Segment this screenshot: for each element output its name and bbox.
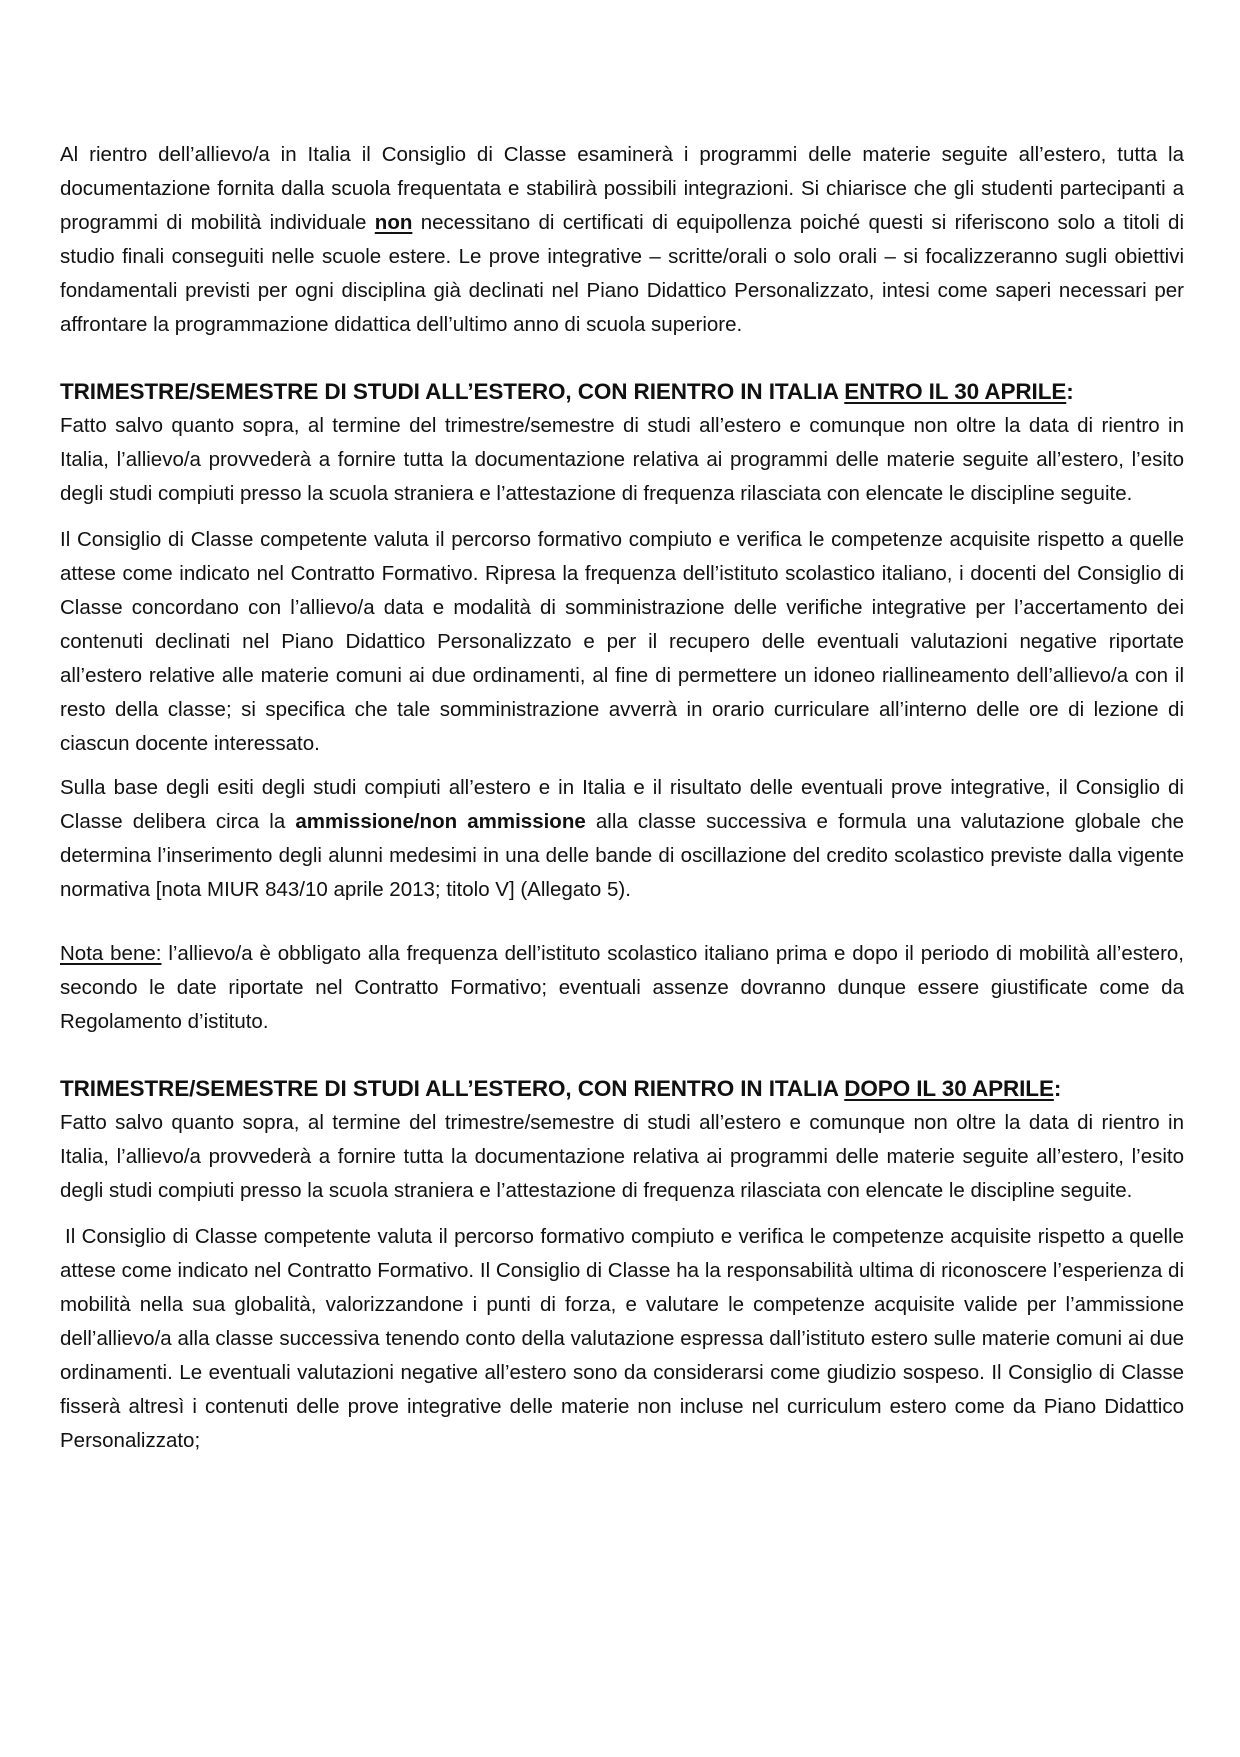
heading-entro-date: ENTRO IL 30 APRILE — [844, 379, 1067, 404]
heading-entro-suffix: : — [1066, 379, 1074, 404]
entro-p3-text-2: alla classe successiva e formula una valutazione globale che determina l’inserimento degli alunni medesimi in una delle bande di oscillazione del credito scolastico previste dalla vigente normativa [nota MIUR 843/10 aprile 2013; titolo V] (Allegato 5). — [60, 810, 1185, 901]
intro-emphasis-non: non — [374, 211, 413, 234]
entro-paragraph-1: Fatto salvo quanto sopra, al termine del trimestre/semestre di studi all’estero e comunque non oltre la data di rientro in Italia, l’allievo/a provvederà a fornire tutta la documentazione relativa ai programmi delle materie seguite all’estero, l’esito degli studi compiuti presso la scuola straniera e l’attestazione di frequenza rilasciata con elencate le discipline seguite. — [60, 414, 1184, 505]
nota-bene-paragraph — [60, 937, 1184, 1039]
intro-text-2: necessitano di certificati di equipollenza poiché questi si riferiscono solo a titoli di studio finali conseguiti nelle scuole estere. Le prove integrative – scritte/orali o solo orali – si focalizzeranno sugli obiettivi fondamentali previsti per ogni disciplina già declinati nel Piano Didattico Personalizzato, intesi come saperi necessari per affrontare la programmazione didattica dell’ultimo anno di scuola superiore. — [60, 211, 1184, 336]
heading-dopo-suffix: : — [1053, 1076, 1062, 1101]
nota-bene-label: Nota bene: — [60, 942, 162, 965]
intro-paragraph — [60, 138, 1184, 342]
nota-bene-text: l’allievo/a è obbligato alla frequenza dell’istituto scolastico italiano prima e dopo il periodo di mobilità all’estero, secondo le date riportate nel Contratto Formativo; eventuali assenze dovranno dunque essere giustificate come da Regolamento d’istituto. — [60, 942, 1184, 1033]
dopo-paragraph-2: Il Consiglio di Classe competente valuta il percorso formativo compiuto e verifica le competenze acquisite rispetto a quelle attese come indicato nel Contratto Formativo. Il Consiglio di Classe ha la responsabilità ultima di riconoscere l’esperienza di mobilità nella sua globalità, valorizzandone i punti di forza, e valutare le competenze acquisite valide per l’ammissione dell’allievo/a alla classe successiva tenendo conto della valutazione espressa dall’istituto estero sulle materie comuni ai due ordinamenti. Le eventuali valutazioni negative all’estero sono da considerarsi come giudizio sospeso. Il Consiglio di Classe fisserà altresì i contenuti delle prove integrative delle materie non incluse nel curriculum estero come da Piano Didattico Personalizzato; — [60, 1225, 1184, 1452]
heading-dopo-date: DOPO IL 30 APRILE — [844, 1076, 1054, 1101]
heading-entro-prefix: TRIMESTRE/SEMESTRE DI STUDI ALL’ESTERO, CON RIENTRO IN ITALIA — [60, 379, 845, 404]
document-body — [60, 138, 1184, 1458]
dopo-paragraph-1: Fatto salvo quanto sopra, al termine del trimestre/semestre di studi all’estero e comunque non oltre la data di rientro in Italia, l’allievo/a provvederà a fornire tutta la documentazione relativa ai programmi delle materie seguite all’estero, l’esito degli studi compiuti presso la scuola straniera e l’attestazione di frequenza rilasciata con elencate le discipline seguite. — [60, 1111, 1184, 1202]
entro-p3-bold: ammissione/non ammissione — [295, 810, 586, 833]
entro-paragraph-3 — [60, 771, 1184, 907]
heading-dopo-prefix: TRIMESTRE/SEMESTRE DI STUDI ALL’ESTERO, CON RIENTRO IN ITALIA — [60, 1076, 845, 1101]
entro-p3-text-1: Sulla base degli esiti degli studi compiuti all’estero e in Italia e il risultato delle eventuali prove integrative, il Consiglio di Classe delibera circa la — [60, 776, 1184, 833]
section-heading-entro — [60, 375, 1184, 409]
section-heading-dopo — [60, 1072, 1184, 1106]
intro-text-1: Al rientro dell’allievo/a in Italia il Consiglio di Classe esaminerà i programmi delle materie seguite all’estero, tutta la documentazione fornita dalla scuola frequentata e stabilirà possibili integrazioni. Si chiarisce che gli studenti partecipanti a programmi di mobilità individuale — [60, 143, 1184, 234]
entro-paragraph-2: Il Consiglio di Classe competente valuta il percorso formativo compiuto e verifica le competenze acquisite rispetto a quelle attese come indicato nel Contratto Formativo. Ripresa la frequenza dell’istituto scolastico italiano, i docenti del Consiglio di Classe concordano con l’allievo/a data e modalità di somministrazione delle verifiche integrative per l’accertamento dei contenuti declinati nel Piano Didattico Personalizzato e per il recupero delle eventuali valutazioni negative riportate all’estero relative alle materie comuni ai due ordinamenti, al fine di permettere un idoneo riallineamento dell’allievo/a con il resto della classe; si specifica che tale somministrazione avverrà in orario curriculare all’interno delle ore di lezione di ciascun docente interessato. — [60, 528, 1184, 755]
